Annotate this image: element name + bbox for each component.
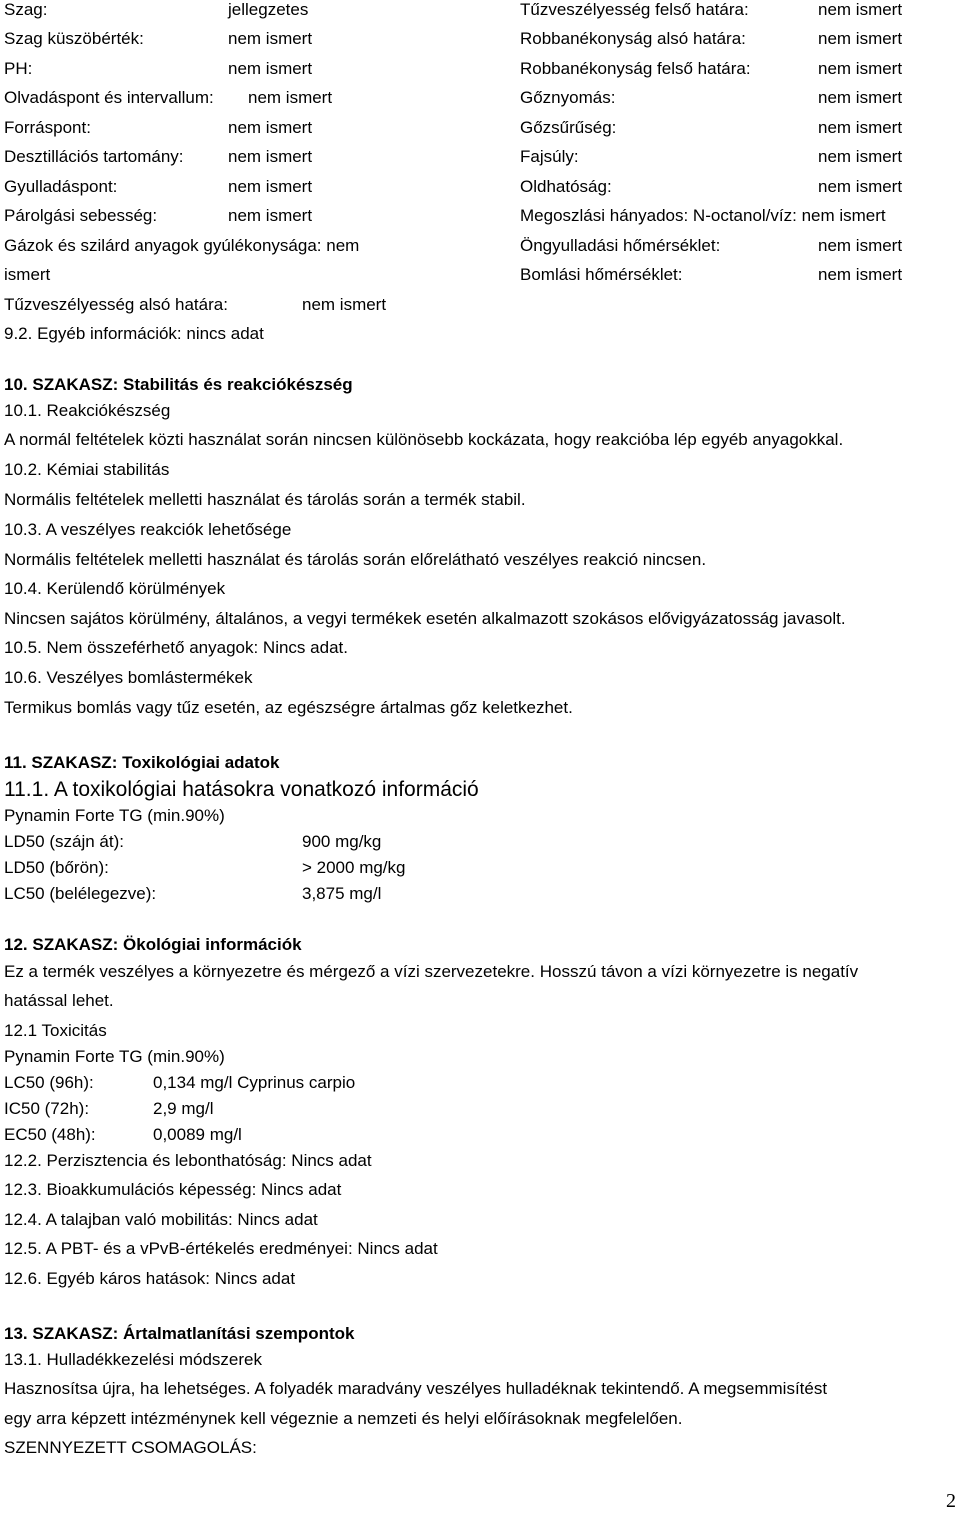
section-10-line: Normális feltételek melletti használat és tárolás során a termék stabil. (4, 490, 526, 509)
property-value-lower-explosive: nem ismert (818, 29, 903, 48)
property-label-vapor-pressure: Gőznyomás: (520, 88, 616, 107)
property-value-upper-explosive: nem ismert (818, 59, 903, 78)
section-11-subheading: 11.1. A toxikológiai hatásokra vonatkozó információ (4, 778, 479, 801)
property-value-evaporation-rate: nem ismert (228, 206, 313, 225)
property-label-boiling-point: Forráspont: (4, 118, 91, 137)
eco-value-ic50: 2,9 mg/l (153, 1099, 214, 1118)
property-label-odor: Szag: (4, 0, 48, 19)
section-12-line: 12.6. Egyéb káros hatások: Nincs adat (4, 1269, 296, 1288)
section-13-line: 13.1. Hulladékkezelési módszerek (4, 1350, 262, 1369)
eco-value-ec50: 0,0089 mg/l (153, 1125, 242, 1144)
section-10-line: A normál feltételek közti használat során nincsen különösebb kockázata, hogy reakcióba lép egyéb anyagokkal. (4, 430, 844, 449)
section-11-heading: 11. SZAKASZ: Toxikológiai adatok (4, 753, 280, 772)
property-value-distillation-range: nem ismert (228, 147, 313, 166)
property-value-flash-point: nem ismert (228, 177, 313, 196)
property-label-melting-point: Olvadáspont és intervallum: (4, 88, 214, 107)
section-13-heading: 13. SZAKASZ: Ártalmatlanítási szempontok (4, 1324, 355, 1343)
section-10-line: Termikus bomlás vagy tűz esetén, az egészségre ártalmas gőz keletkezhet. (4, 698, 573, 717)
section-12-intro: hatással lehet. (4, 991, 114, 1010)
property-label-upper-explosive: Robbanékonyság felső határa: (520, 59, 751, 78)
property-label-ph: PH: (4, 59, 33, 78)
page-number: 2 (946, 1490, 956, 1512)
tox-value-inhalation: 3,875 mg/l (302, 884, 382, 903)
property-value-ph: nem ismert (228, 59, 313, 78)
property-label-distillation-range: Desztillációs tartomány: (4, 147, 184, 166)
section-12-line: 12.4. A talajban való mobilitás: Nincs adat (4, 1210, 318, 1229)
section-10-line: 10.3. A veszélyes reakciók lehetősége (4, 520, 292, 539)
section-13-line: egy arra képzett intézménynek kell végeznie a nemzeti és helyi előírásoknak megfelelően. (4, 1409, 683, 1428)
property-value-odor-threshold: nem ismert (228, 29, 313, 48)
property-value-specific-gravity: nem ismert (818, 147, 903, 166)
section-12-line: 12.2. Perzisztencia és lebonthatóság: Nincs adat (4, 1151, 372, 1170)
property-value-odor: jellegzetes (228, 0, 309, 19)
eco-value-lc50: 0,134 mg/l Cyprinus carpio (153, 1073, 356, 1092)
property-value-solubility: nem ismert (818, 177, 903, 196)
tox-label-oral: LD50 (szájn át): (4, 832, 124, 851)
property-label-autoignition: Öngyulladási hőmérséklet: (520, 236, 721, 255)
property-value-upper-flammability: nem ismert (818, 0, 903, 19)
eco-label-lc50: LC50 (96h): (4, 1073, 94, 1092)
property-label-lower-flammability: Tűzveszélyesség alsó határa: (4, 295, 228, 314)
section-10-line: 10.2. Kémiai stabilitás (4, 460, 170, 479)
property-value-vapor-density: nem ismert (818, 118, 903, 137)
property-value-autoignition: nem ismert (818, 236, 903, 255)
tox-value-oral: 900 mg/kg (302, 832, 382, 851)
section-10-line: 10.4. Kerülendő körülmények (4, 579, 226, 598)
tox-label-inhalation: LC50 (belélegezve): (4, 884, 157, 903)
section-13-line: Hasznosítsa újra, ha lehetséges. A folyadék maradvány veszélyes hulladéknak tekintendő. A megsemmisítést (4, 1379, 828, 1398)
property-label-flammability: Gázok és szilárd anyagok gyúlékonysága: nem (4, 236, 360, 255)
eco-label-ec50: EC50 (48h): (4, 1125, 96, 1144)
section-12-heading: 12. SZAKASZ: Ökológiai információk (4, 935, 302, 954)
property-partition-coefficient: Megoszlási hányados: N-octanol/víz: nem ismert (520, 206, 886, 225)
section-12-line: 12.3. Bioakkumulációs képesség: Nincs adat (4, 1180, 342, 1199)
property-value-lower-flammability: nem ismert (302, 295, 387, 314)
property-label-vapor-density: Gőzsűrűség: (520, 118, 617, 137)
other-information: 9.2. Egyéb információk: nincs adat (4, 324, 264, 343)
property-label-evaporation-rate: Párolgási sebesség: (4, 206, 158, 225)
tox-value-dermal: > 2000 mg/kg (302, 858, 406, 877)
section-10-line: 10.6. Veszélyes bomlástermékek (4, 668, 253, 687)
property-label-flash-point: Gyulladáspont: (4, 177, 118, 196)
property-label-lower-explosive: Robbanékonyság alsó határa: (520, 29, 746, 48)
section-10-line: 10.1. Reakciókészség (4, 401, 171, 420)
property-value-melting-point: nem ismert (248, 88, 333, 107)
property-label-flammability-cont: ismert (4, 265, 51, 284)
section-13-line: SZENNYEZETT CSOMAGOLÁS: (4, 1438, 257, 1457)
eco-label-ic50: IC50 (72h): (4, 1099, 90, 1118)
section-12-line: 12.5. A PBT- és a vPvB-értékelés eredményei: Nincs adat (4, 1239, 438, 1258)
section-10-line: Normális feltételek melletti használat és tárolás során előrelátható veszélyes reakció nincsen. (4, 550, 707, 569)
section-12-product: Pynamin Forte TG (min.90%) (4, 1047, 225, 1066)
property-value-boiling-point: nem ismert (228, 118, 313, 137)
tox-label-dermal: LD50 (bőrön): (4, 858, 109, 877)
property-label-specific-gravity: Fajsúly: (520, 147, 579, 166)
property-label-decomposition: Bomlási hőmérséklet: (520, 265, 683, 284)
property-value-decomposition: nem ismert (818, 265, 903, 284)
section-10-line: Nincsen sajátos körülmény, általános, a vegyi termékek esetén alkalmazott szokásos elővigyázatosság javasolt. (4, 609, 846, 628)
section-12-intro: Ez a termék veszélyes a környezetre és mérgező a vízi szervezetekre. Hosszú távon a vízi környezetre is negatív (4, 962, 859, 981)
section-11-product: Pynamin Forte TG (min.90%) (4, 806, 225, 825)
section-12-toxicity: 12.1 Toxicitás (4, 1021, 107, 1040)
section-10-line: 10.5. Nem összeférhető anyagok: Nincs adat. (4, 638, 348, 657)
property-label-odor-threshold: Szag küszöbérték: (4, 29, 144, 48)
section-10-heading: 10. SZAKASZ: Stabilitás és reakciókészség (4, 375, 353, 394)
property-label-solubility: Oldhatóság: (520, 177, 612, 196)
property-label-upper-flammability: Tűzveszélyesség felső határa: (520, 0, 749, 19)
property-value-vapor-pressure: nem ismert (818, 88, 903, 107)
